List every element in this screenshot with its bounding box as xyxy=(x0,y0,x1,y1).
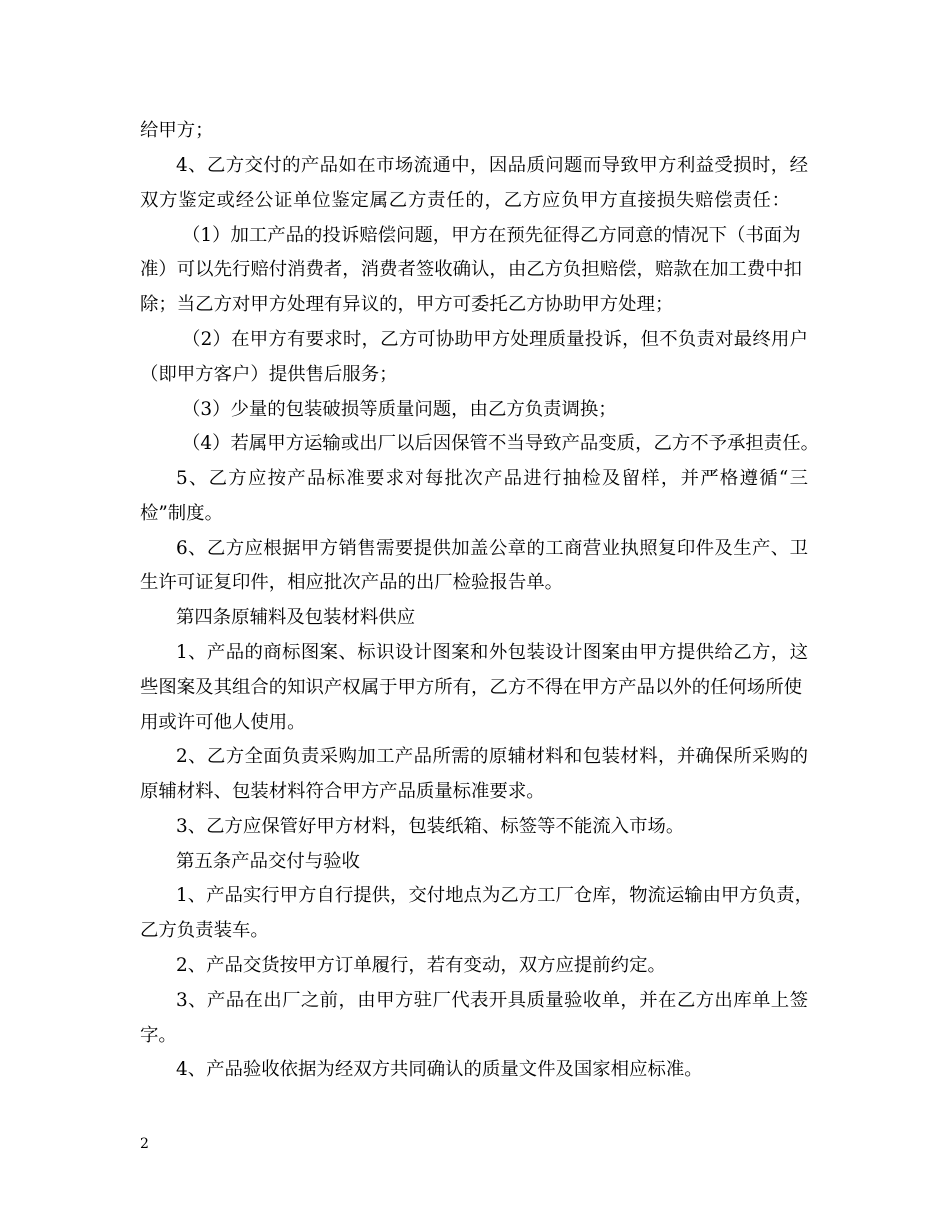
text-line: 2、产品交货按甲方订单履行，若有变动，双方应提前约定。 xyxy=(176,955,666,976)
text-line: 准）可以先行赔付消费者，消费者签收确认，由乙方负担赔偿，赔款在加工费中扣 xyxy=(140,259,803,280)
text-line: 生许可证复印件，相应批次产品的出厂检验报告单。 xyxy=(140,572,563,593)
text-line: 1、产品的商标图案、标识设计图案和外包装设计图案由甲方提供给乙方，这 xyxy=(176,642,808,663)
text-line: 用或许可他人使用。 xyxy=(140,712,306,733)
text-line: （2）在甲方有要求时，乙方可协助甲方处理质量投诉，但不负责对最终用户 xyxy=(182,329,808,350)
text-line: 4、产品验收依据为经双方共同确认的质量文件及国家相应标准。 xyxy=(176,1059,703,1080)
text-line: 原辅材料、包装材料符合甲方产品质量标准要求。 xyxy=(140,781,545,802)
text-line: 乙方负责装车。 xyxy=(140,920,269,941)
text-line: （4）若属甲方运输或出厂以后因保管不当导致产品变质，乙方不予承担责任。 xyxy=(182,433,819,454)
text-line: 1、产品实行甲方自行提供，交付地点为乙方工厂仓库，物流运输由甲方负责， xyxy=(176,885,813,906)
text-line: 双方鉴定或经公证单位鉴定属乙方责任的，乙方应负甲方直接损失赔偿责任： xyxy=(140,190,790,211)
text-line: 2、乙方全面负责采购加工产品所需的原辅材料和包装材料，并确保所采购的 xyxy=(176,746,808,767)
text-line: 5、乙方应按产品标准要求对每批次产品进行抽检及留样，并严格遵循“三 xyxy=(176,468,808,489)
section-heading: 第四条原辅料及包装材料供应 xyxy=(176,607,416,628)
text-line: 些图案及其组合的知识产权属于甲方所有，乙方不得在甲方产品以外的任何场所使 xyxy=(140,677,803,698)
text-line: 3、乙方应保管好甲方材料，包装纸箱、标签等不能流入市场。 xyxy=(176,816,685,837)
text-line: 字。 xyxy=(140,1025,177,1046)
text-line: （3）少量的包装破损等质量问题，由乙方负责调换； xyxy=(182,399,617,420)
text-line: 4、乙方交付的产品如在市场流通中，因品质问题而导致甲方利益受损时，经 xyxy=(176,155,808,176)
page-number: 2 xyxy=(140,1136,149,1152)
text-line: （即甲方客户）提供售后服务； xyxy=(140,364,398,385)
text-line: 给甲方； xyxy=(140,120,214,141)
text-line: 3、产品在出厂之前，由甲方驻厂代表开具质量验收单，并在乙方出库单上签 xyxy=(176,990,808,1011)
text-line: （1）加工产品的投诉赔偿问题，甲方在预先征得乙方同意的情况下（书面为 xyxy=(182,225,801,246)
text-line: 检”制度。 xyxy=(140,503,223,524)
text-line: 除；当乙方对甲方处理有异议的，甲方可委托乙方协助甲方处理； xyxy=(140,294,674,315)
text-line: 6、乙方应根据甲方销售需要提供加盖公章的工商营业执照复印件及生产、卫 xyxy=(176,538,808,559)
section-heading: 第五条产品交付与验收 xyxy=(176,851,360,872)
